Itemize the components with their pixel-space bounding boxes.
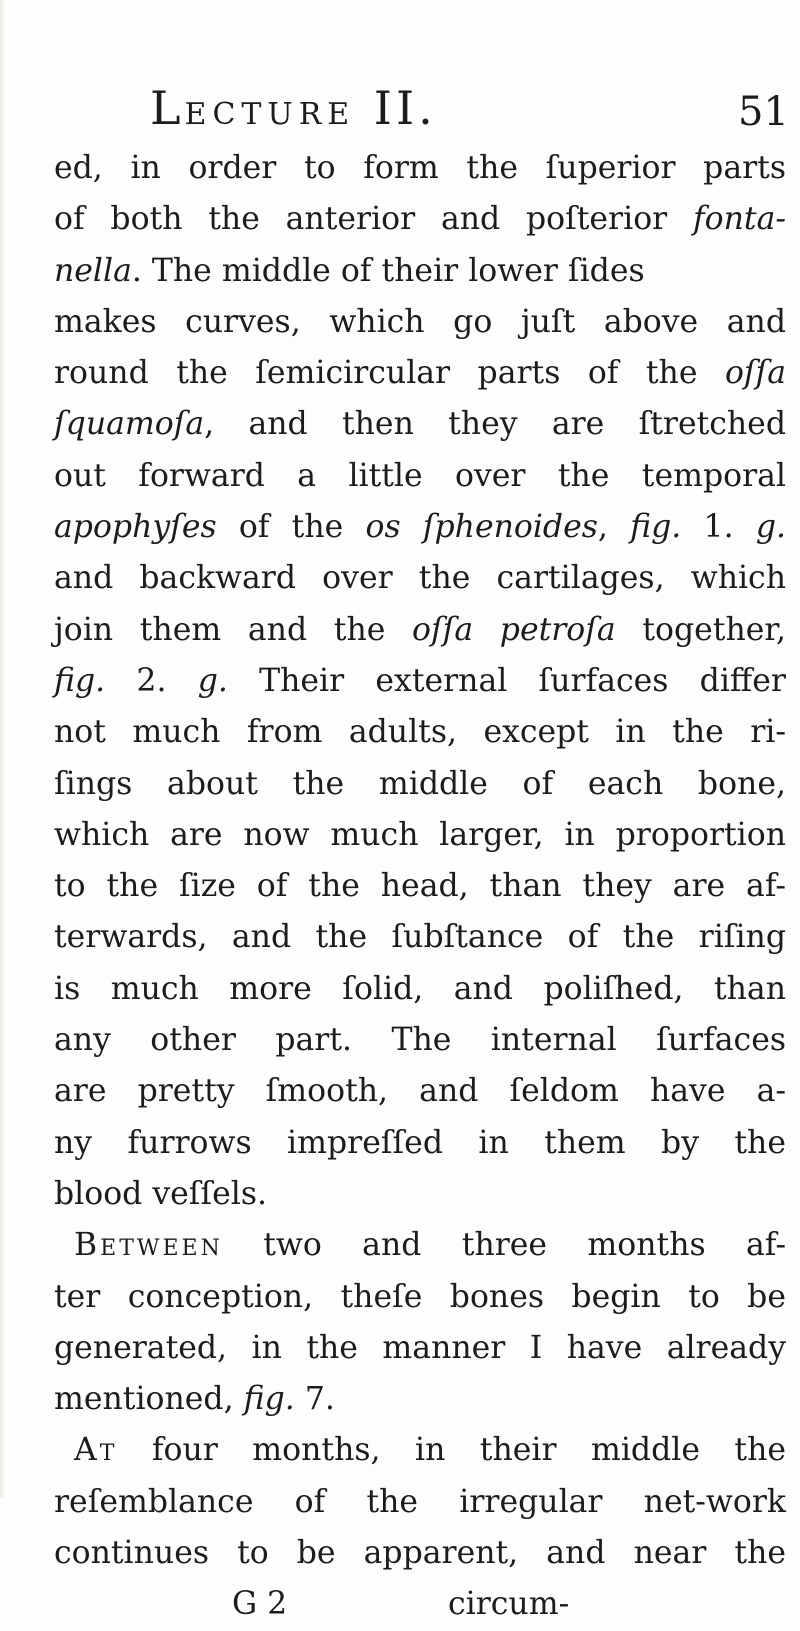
text-segment: . The middle of their lower ſides (131, 252, 645, 289)
text-line (54, 297, 786, 348)
text-segment: g. (755, 509, 786, 546)
text-segment: which are now much larger, in proportion (54, 816, 786, 853)
text-line (54, 194, 786, 245)
text-line (54, 143, 786, 194)
text-segment: 2. (105, 662, 198, 699)
running-head-initial: L (150, 81, 185, 135)
text-segment: not much from adults, except in the ri- (54, 714, 786, 751)
text-line (54, 1118, 786, 1169)
text-segment: blood veſſels. (54, 1175, 267, 1212)
body-text (54, 143, 786, 1631)
text-segment: four months, in their middle the (117, 1432, 786, 1469)
text-segment: makes curves, which go juſt above and (54, 303, 786, 340)
text-segment: nella (54, 252, 132, 289)
text-line (54, 1323, 786, 1374)
page-number: 51 (738, 89, 789, 135)
text-segment: mentioned, (54, 1381, 244, 1418)
page-gutter-shadow (0, 0, 6, 1498)
text-segment: terwards, and the ſubſtance of the riſing (54, 919, 786, 956)
text-segment: is much more ſolid, and poliſhed, than (54, 970, 786, 1007)
text-segment: fig. (630, 509, 682, 546)
text-segment: out forward a little over the temporal (54, 457, 786, 494)
text-segment: reſemblance of the irregular net-work (54, 1483, 786, 1520)
text-line (54, 246, 786, 297)
text-line (54, 656, 786, 707)
text-segment: oſſa petroſa (412, 611, 616, 648)
text-segment: fig. (54, 662, 106, 699)
text-segment: together, (615, 611, 786, 648)
text-segment: oſſa (724, 355, 786, 392)
text-line (54, 912, 786, 963)
text-line (54, 1425, 786, 1476)
text-segment: round the ſemicircular parts of the (54, 355, 725, 392)
text-line (54, 810, 786, 861)
text-segment: to the ſize of the head, than they are af- (54, 868, 786, 905)
text-segment: At (74, 1432, 118, 1469)
text-line (54, 1220, 786, 1271)
text-segment: ed, in order to form the ſuperior parts (54, 150, 786, 186)
text-segment: and backward over the cartilages, which (54, 560, 786, 597)
text-segment: Their external ſurfaces differ (227, 662, 786, 699)
text-segment: 1. (681, 509, 756, 546)
text-line (54, 399, 786, 450)
running-head-number: II. (355, 81, 437, 135)
text-line (54, 348, 786, 399)
text-segment: , and then they are ſtretched (204, 406, 786, 443)
text-segment: join them and the (54, 611, 413, 648)
text-segment: ny furrows impreſſed in them by the (54, 1124, 786, 1161)
text-line (54, 553, 786, 604)
text-line (54, 451, 786, 502)
text-segment: ſings about the middle of each bone, (54, 765, 786, 802)
text-line (54, 502, 786, 553)
footer-line (54, 1579, 786, 1630)
text-line (54, 1477, 786, 1528)
text-line (54, 861, 786, 912)
text-line (54, 964, 786, 1015)
text-segment: fonta- (693, 201, 786, 238)
text-line (54, 1528, 786, 1579)
running-head (150, 78, 437, 145)
catchword: circum- (448, 1586, 570, 1623)
text-segment: ter conception, theſe bones begin to be (54, 1278, 786, 1315)
text-line (54, 605, 786, 656)
text-line (54, 1015, 786, 1066)
text-line (54, 1272, 786, 1323)
text-line (54, 707, 786, 758)
text-segment: generated, in the manner I have already (54, 1329, 786, 1366)
text-segment: , (597, 509, 631, 546)
text-segment: 7. (294, 1381, 335, 1418)
text-segment: two and three months af- (222, 1227, 786, 1264)
text-segment: are pretty ſmooth, and ſeldom have a- (54, 1073, 786, 1110)
text-segment: fig. (243, 1381, 295, 1418)
text-line (54, 1169, 786, 1220)
text-segment: of the (216, 509, 366, 546)
text-segment: os ſphenoides (365, 509, 598, 546)
text-segment: apophyſes (54, 509, 217, 546)
signature-mark: G 2 (232, 1586, 288, 1623)
text-segment: Between (74, 1227, 223, 1264)
text-segment: continues to be apparent, and near the (54, 1535, 786, 1572)
running-head-rest: ECTURE (184, 97, 356, 132)
text-line (54, 759, 786, 810)
text-segment: g. (197, 662, 228, 699)
text-line (54, 1066, 786, 1117)
text-segment: any other part. The internal ſurfaces (54, 1022, 786, 1059)
text-segment: of both the anterior and poſterior (54, 201, 693, 238)
text-line (54, 1374, 786, 1425)
text-segment: ſquamoſa (54, 406, 205, 443)
page-header (0, 78, 800, 138)
